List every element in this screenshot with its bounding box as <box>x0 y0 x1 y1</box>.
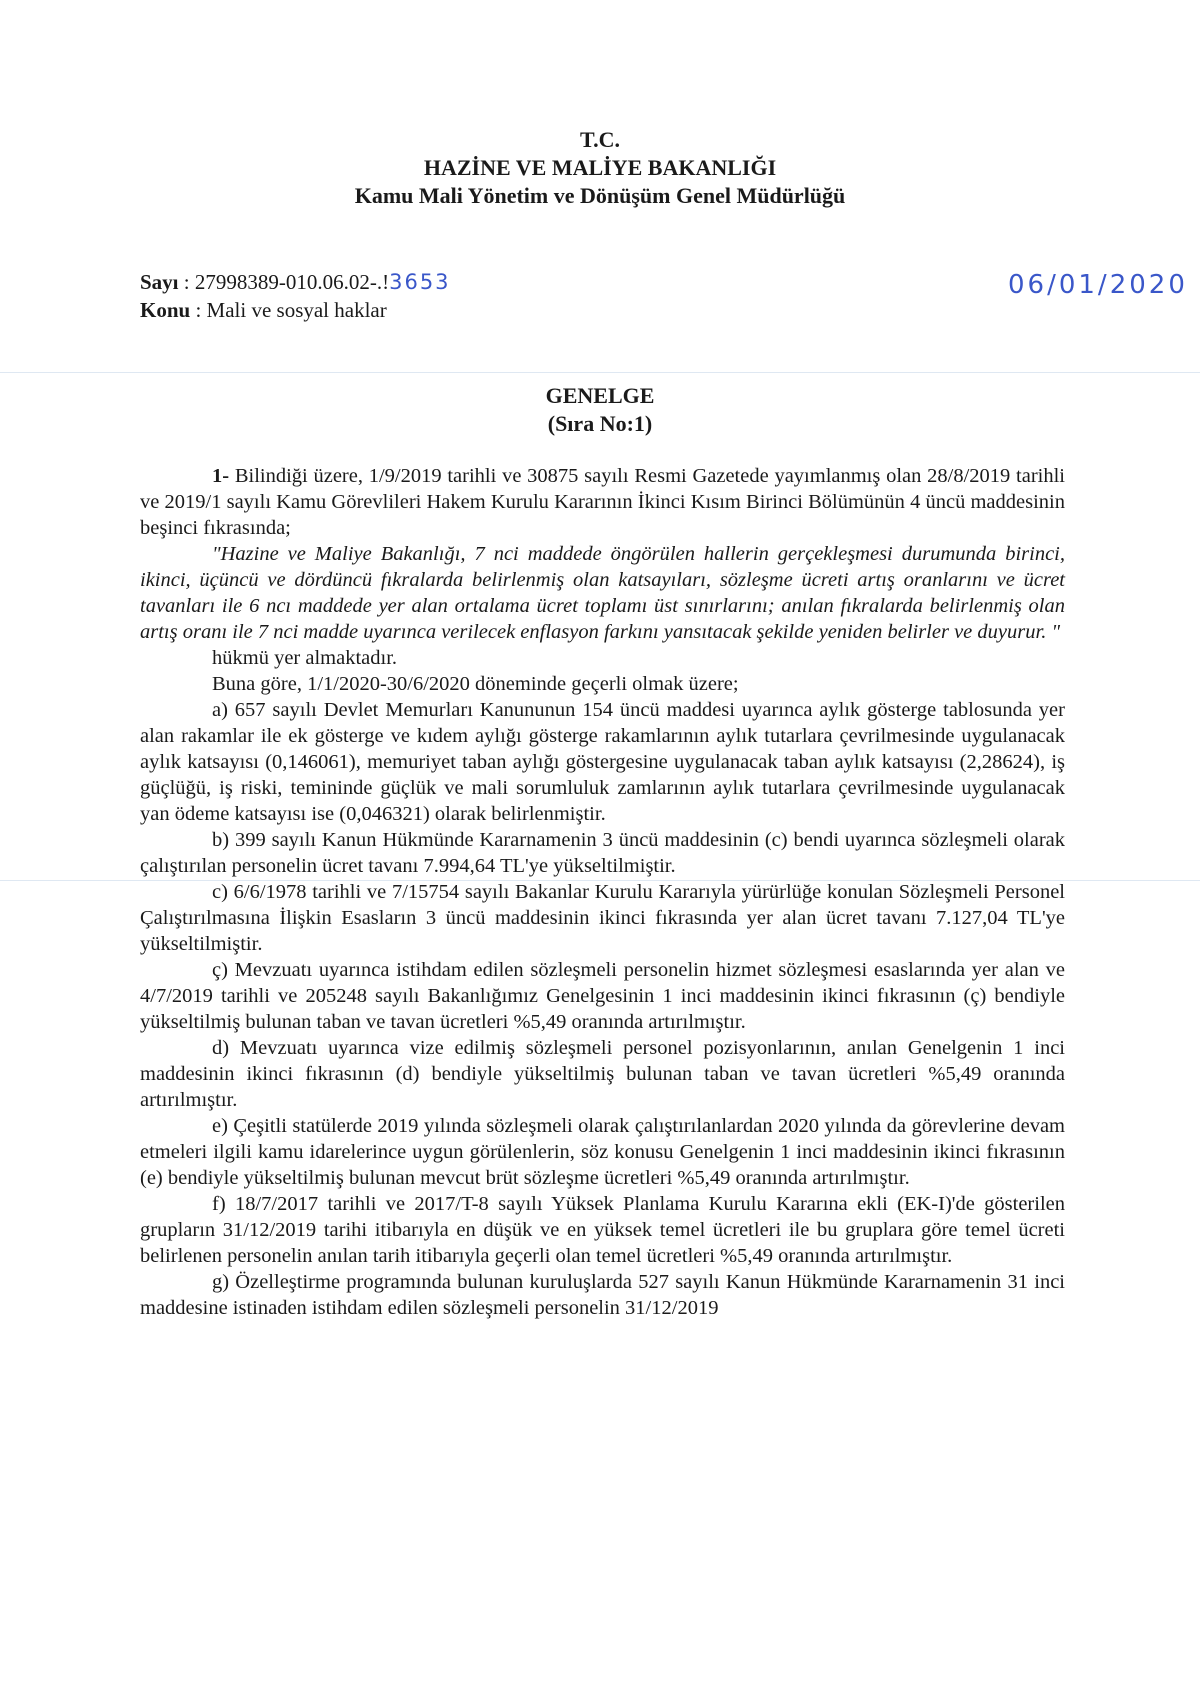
document-meta <box>140 268 451 324</box>
item-a: a) 657 sayılı Devlet Memurları Kanununun 154 üncü maddesi uyarınca aylık gösterge tablosunda yer alan rakamlar ile ek gösterge ve kıdem aylığı gösterge rakamlarının aylık tutarlara çevrilmesinde uygulanacak aylık katsayısı (0,146061), memuriyet taban aylığı göstergesine uygulanacak taban aylık katsayısı (2,28624), iş güçlüğü, iş riski, temininde güçlük ve mali sorumluluk zamlarının aylık tutarlara çevrilmesinde uygulanacak yan ödeme katsayısı ise (0,046321) olarak belirlenmiştir. <box>140 699 1065 825</box>
item-f: f) 18/7/2017 tarihli ve 2017/T-8 sayılı Yüksek Planlama Kurulu Kararına ekli (EK-I)'de gösterilen grupların 31/12/2019 tarihi itibarıyla en düşük ve en yüksek temel ücretleri ile bu gruplara göre temel ücreti belirlenen personelin anılan tarih itibarıyla geçerli olan temel ücretleri %5,49 oranında artırılmıştır. <box>140 1193 1065 1267</box>
sayi-line <box>140 268 451 296</box>
title-genelge: GENELGE <box>545 383 655 408</box>
item-e: e) Çeşitli statülerde 2019 yılında sözleşmeli olarak çalıştırılanlardan 2020 yılında da görevlerine devam etmeleri ilgili kamu idarelerince uygun görülenlerin, söz konusu Genelgenin 1 inci maddesinin ikinci fıkrasının (e) bendiyle yükseltilmiş bulunan mevcut brüt sözleşme ücretleri %5,49 oranında artırılmıştır. <box>140 1115 1065 1189</box>
document-body <box>140 463 1065 1321</box>
paragraph-1-number: 1- <box>212 465 230 487</box>
scan-artifact-line <box>0 372 1200 373</box>
paragraph-1-text: Bilindiği üzere, 1/9/2019 tarihli ve 30875 sayılı Resmi Gazetede yayımlanmış olan 28/8/2019 tarihli ve 2019/1 sayılı Kamu Görevlileri Hakem Kurulu Kararının İkinci Kısım Birinci Bölümünün 4 üncü maddesinin beşinci fıkrasında; <box>140 465 1065 539</box>
sayi-label: Sayı <box>140 270 179 294</box>
document-header <box>0 126 1200 210</box>
header-directorate: Kamu Mali Yönetim ve Dönüşüm Genel Müdürlüğü <box>354 183 846 208</box>
paragraph-1 <box>140 463 1065 541</box>
item-b: b) 399 sayılı Kanun Hükmünde Kararnamenin 3 üncü maddesinin (c) bendi uyarınca sözleşmeli olarak çalıştırılan personelin ücret tavanı 7.994,64 TL'ye yükseltilmiştir. <box>140 829 1065 877</box>
title-sira-no: (Sıra No:1) <box>547 411 653 436</box>
item-c: c) 6/6/1978 tarihli ve 7/15754 sayılı Bakanlar Kurulu Kararıyla yürürlüğe konulan Sözleşmeli Personel Çalıştırılmasına İlişkin Esasların 3 üncü maddesinin ikinci fıkrasında yer alan ücret tavanı 7.127,04 TL'ye yükseltilmiştir. <box>140 881 1065 955</box>
handwritten-date: 06/01/2020 <box>1008 270 1188 300</box>
header-country: T.C. <box>580 127 620 152</box>
konu-value: : Mali ve sosyal haklar <box>195 298 387 322</box>
sayi-handwritten-number: 3653 <box>389 270 451 294</box>
paragraph-buna-gore: Buna göre, 1/1/2020-30/6/2020 döneminde geçerli olmak üzere; <box>212 673 739 695</box>
sayi-value: : 27998389-010.06.02-.! <box>183 270 390 294</box>
item-c-cedilla: ç) Mevzuatı uyarınca istihdam edilen sözleşmeli personelin hizmet sözleşmesi esaslarında yer alan ve 4/7/2019 tarihli ve 205248 sayılı Bakanlığımız Genelgesinin 1 inci maddesinin ikinci fıkrasının (ç) bendiyle yükseltilmiş bulunan taban ve tavan ücretleri %5,49 oranında artırılmıştır. <box>140 959 1065 1033</box>
item-d: d) Mevzuatı uyarınca vize edilmiş sözleşmeli personel pozisyonlarının, anılan Genelgenin 1 inci maddesinin ikinci fıkrasının (d) bendiyle yükseltilmiş bulunan taban ve tavan ücretleri %5,49 oranında artırılmıştır. <box>140 1037 1065 1111</box>
quoted-provision: "Hazine ve Maliye Bakanlığı, 7 nci maddede öngörülen hallerin gerçekleşmesi durumunda birinci, ikinci, üçüncü ve dördüncü fıkralarda belirlenmiş olan katsayıları, sözleşme ücreti artış oranlarını ve ücret tavanları ile 6 ncı maddede yer alan ortalama ücret toplamı üst sınırlarını; anılan fıkralarda belirlenmiş olan artış oranı ile 7 nci madde uyarınca verilecek enflasyon farkını yansıtacak şekilde yeniden belirler ve duyurur. " <box>140 543 1065 643</box>
header-ministry: HAZİNE VE MALİYE BAKANLIĞI <box>423 155 777 180</box>
paragraph-hukmu: hükmü yer almaktadır. <box>212 647 398 669</box>
item-g: g) Özelleştirme programında bulunan kuruluşlarda 527 sayılı Kanun Hükmünde Kararnamenin 31 inci maddesine istinaden istihdam edilen sözleşmeli personelin 31/12/2019 <box>140 1271 1065 1319</box>
document-title <box>0 382 1200 438</box>
konu-label: Konu <box>140 298 191 322</box>
konu-line <box>140 296 451 324</box>
